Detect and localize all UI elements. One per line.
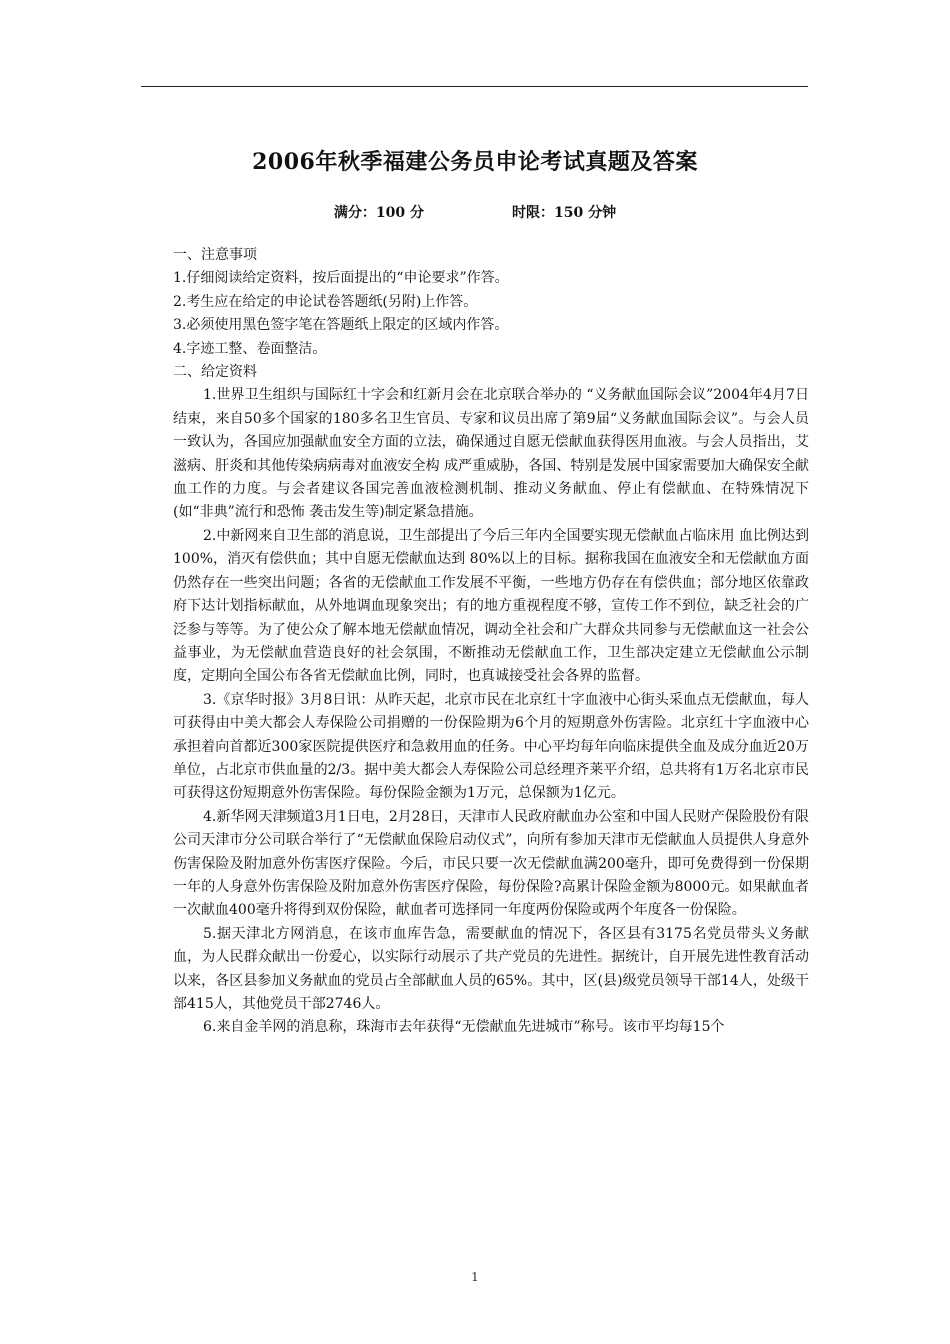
top-rule <box>141 86 808 87</box>
note-item-4: 4.字迹工整、卷面整洁。 <box>173 340 327 357</box>
material-paragraph-4: 4.新华网天津频道3月1日电，2月28日，天津市人民政府献血办公室和中国人民财产保险股份有限公司天津市分公司联合举行了“无偿献血保险启动仪式”，向所有参加天津市无偿献血人员提供人身意外伤害保险及附加意外伤害医疗保险。今后，市民只要一次无偿献血满200毫升，即可免费得到一份保期一年的人身意外伤害保险及附加意外伤害医疗保险，每份保险?高累计保险金额为8000元。如果献血者一次献血400毫升将得到双份保险，献血者可选择同一年度两份保险或两个年度各一份保险。 <box>173 808 809 919</box>
note-item-1: 1.仔细阅读给定资料，按后面提出的“申论要求”作答。 <box>173 270 509 287</box>
page-number: 1 <box>471 1270 479 1284</box>
material-paragraph-1: 1.世界卫生组织与国际红十字会和红新月会在北京联合举办的 “义务献血国际会议”2004年4月7日结束，来自50多个国家的180多名卫生官员、专家和议员出席了第9届“义务献血国际会议”。与会人员一致认为，各国应加强献血安全方面的立法，确保通过自愿无偿献血获得医用血液。与会人员指出，艾滋病、肝炎和其他传染病病毒对血液安全构 成严重威胁，各国、特别是发展中国家需要加大确保安全献血工作的力度。与会者建议各国完善血液检测机制、推动义务献血、停止有偿献血、在特殊情况下(如“非典”流行和恐怖 袭击发生等)制定紧急措施。 <box>173 387 809 521</box>
page-title: 2006年秋季福建公务员申论考试真题及答案 <box>252 149 698 175</box>
material-paragraph-5: 5.据天津北方网消息，在该市血库告急，需要献血的情况下，各区县有3175名党员带头义务献血，为人民群众献出一份爱心，以实际行动展示了共产党员的先进性。据统计，自开展先进性教育活动以来，各区县参加义务献血的党员占全部献血人员的65%。其中，区(县)级党员领导干部14人，处级干部415人，其他党员干部2746人。 <box>173 925 809 1012</box>
material-paragraph-2: 2.中新网来自卫生部的消息说，卫生部提出了今后三年内全国要实现无偿献血占临床用 血比例达到 100%，消灭有偿供血；其中自愿无偿献血达到 80%以上的目标。据称我国在血液安全和无偿献血方面仍然存在一些突出问题；各省的无偿献血工作发展不平衡，一些地方仍存在有偿供血；部分地区依靠政府下达计划指标献血，从外地调血现象突出；有的地方重视程度不够，宣传工作不到位，缺乏社会的广泛参与等等。为了使公众了解本地无偿献血情况，调动全社会和广大群众共同参与无偿献血这一社会公益事业，为无偿献血营造良好的社会氛围，不断推动无偿献血工作，卫生部决定建立无偿献血公示制度，定期向全国公布各省无偿献血比例，同时，也真诚接受社会各界的监督。 <box>173 527 809 685</box>
material-paragraph-6: 6.来自金羊网的消息称，珠海市去年获得“无偿献血先进城市”称号。该市平均每15个 <box>203 1019 725 1036</box>
section-heading-notes: 一、注意事项 <box>173 247 257 263</box>
document-body <box>173 244 809 1040</box>
note-item-2: 2.考生应在给定的申论试卷答题纸(另附)上作答。 <box>173 293 478 310</box>
time-limit: 时限：150 分钟 <box>512 205 617 221</box>
exam-meta <box>0 202 950 222</box>
section-heading-materials: 二、给定资料 <box>173 364 257 381</box>
material-paragraph-3: 3.《京华时报》3月8日讯：从昨天起，北京市民在北京红十字血液中心街头采血点无偿献血，每人可获得由中美大都会人寿保险公司捐赠的一份保险期为6个月的短期意外伤害险。北京红十字血液中心承担着向首都近300家医院提供医疗和急救用血的任务。中心平均每年向临床提供全血及成分血近20万单位，占北京市供血量的2/3。据中美大都会人寿保险公司总经理齐莱平介绍，总共将有1万名北京市民可获得这份短期意外伤害保险。每份保险金额为1万元，总保额为1亿元。 <box>173 691 809 802</box>
full-score: 满分：100 分 <box>333 205 424 221</box>
note-item-3: 3.必须使用黑色签字笔在答题纸上限定的区域内作答。 <box>173 317 509 334</box>
